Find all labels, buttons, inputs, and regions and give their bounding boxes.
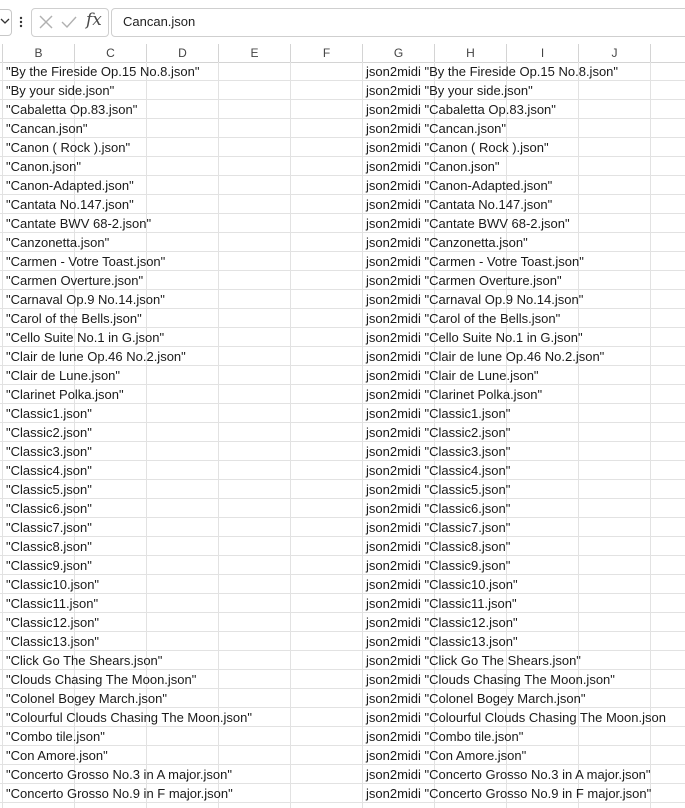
cell-g[interactable]: json2midi "Classic10.json" bbox=[366, 577, 518, 592]
formula-bar bbox=[0, 0, 685, 44]
cell-g[interactable]: json2midi "Carnaval Op.9 No.14.json" bbox=[366, 292, 584, 307]
column-header-h[interactable]: H bbox=[435, 44, 507, 62]
table-row bbox=[0, 727, 685, 746]
table-row bbox=[0, 537, 685, 556]
table-row bbox=[0, 423, 685, 442]
cell-b[interactable]: "Classic8.json" bbox=[6, 539, 92, 554]
cell-b[interactable]: "Concerto Grosso No.3 in A major.json" bbox=[6, 767, 233, 782]
cell-b[interactable]: "Canon ( Rock ).json" bbox=[6, 140, 131, 155]
cell-g[interactable]: json2midi "Canon.json" bbox=[366, 159, 500, 174]
cell-b[interactable]: "Cabaletta Op.83.json" bbox=[6, 102, 138, 117]
cell-g[interactable]: json2midi "Click Go The Shears.json" bbox=[366, 653, 581, 668]
table-row bbox=[0, 575, 685, 594]
cell-b[interactable]: "Classic3.json" bbox=[6, 444, 92, 459]
cell-b[interactable]: "Colourful Clouds Chasing The Moon.json" bbox=[6, 710, 253, 725]
cell-b[interactable]: "Clarinet Polka.json" bbox=[6, 387, 124, 402]
cell-b[interactable]: "By the Fireside Op.15 No.8.json" bbox=[6, 64, 200, 79]
cell-g[interactable]: json2midi "Classic13.json" bbox=[366, 634, 518, 649]
table-row bbox=[0, 765, 685, 784]
cell-b[interactable]: "Clair de lune Op.46 No.2.json" bbox=[6, 349, 186, 364]
formula-value: Cancan.json bbox=[123, 14, 196, 29]
table-row bbox=[0, 119, 685, 138]
column-header-b[interactable]: B bbox=[3, 44, 75, 62]
cell-b[interactable]: "By your side.json" bbox=[6, 83, 115, 98]
cell-b[interactable]: "Classic2.json" bbox=[6, 425, 92, 440]
table-row bbox=[0, 176, 685, 195]
cell-g[interactable]: json2midi "Classic6.json" bbox=[366, 501, 511, 516]
cell-g[interactable]: json2midi "Colonel Bogey March.json" bbox=[366, 691, 586, 706]
table-row bbox=[0, 347, 685, 366]
cell-g[interactable]: json2midi "Carmen - Votre Toast.json" bbox=[366, 254, 584, 269]
cell-g[interactable]: json2midi "Classic7.json" bbox=[366, 520, 511, 535]
column-header-f[interactable]: F bbox=[291, 44, 363, 62]
cell-b[interactable]: "Canzonetta.json" bbox=[6, 235, 110, 250]
enter-check-icon[interactable] bbox=[61, 14, 77, 30]
cell-g[interactable]: json2midi "Classic12.json" bbox=[366, 615, 518, 630]
cell-g[interactable]: json2midi "Classic9.json" bbox=[366, 558, 511, 573]
cell-g[interactable]: json2midi "Canon-Adapted.json" bbox=[366, 178, 553, 193]
table-row bbox=[0, 499, 685, 518]
table-row bbox=[0, 518, 685, 537]
cell-b[interactable]: "Concerto Grosso No.9 in F major.json" bbox=[6, 786, 233, 801]
cell-g[interactable]: json2midi "Cello Suite No.1 in G.json" bbox=[366, 330, 583, 345]
cell-g[interactable]: json2midi "Classic4.json" bbox=[366, 463, 511, 478]
cell-b[interactable]: "Classic11.json" bbox=[6, 596, 99, 611]
column-header-i[interactable]: I bbox=[507, 44, 579, 62]
cell-g[interactable]: json2midi "Combo tile.json" bbox=[366, 729, 524, 744]
cell-b[interactable]: "Classic13.json" bbox=[6, 634, 100, 649]
table-row bbox=[0, 100, 685, 119]
cell-b[interactable]: "Classic4.json" bbox=[6, 463, 92, 478]
cell-b[interactable]: "Canon-Adapted.json" bbox=[6, 178, 134, 193]
table-row bbox=[0, 461, 685, 480]
cell-g[interactable]: json2midi "Concerto Grosso No.3 in A major.json" bbox=[366, 767, 651, 782]
table-row bbox=[0, 442, 685, 461]
cell-b[interactable]: "Cello Suite No.1 in G.json" bbox=[6, 330, 165, 345]
formula-input[interactable] bbox=[111, 8, 685, 37]
cell-g[interactable]: json2midi "Cancan.json" bbox=[366, 121, 507, 136]
cell-g[interactable]: json2midi "Classic5.json" bbox=[366, 482, 511, 497]
cell-b[interactable]: "Cantata No.147.json" bbox=[6, 197, 134, 212]
cell-g[interactable]: json2midi "Clouds Chasing The Moon.json" bbox=[366, 672, 615, 687]
cell-g[interactable]: json2midi "Classic8.json" bbox=[366, 539, 511, 554]
table-row bbox=[0, 670, 685, 689]
cell-b[interactable]: "Combo tile.json" bbox=[6, 729, 105, 744]
column-header-row bbox=[0, 44, 685, 63]
cell-g[interactable]: json2midi "Classic11.json" bbox=[366, 596, 517, 611]
cell-g[interactable]: json2midi "Colourful Clouds Chasing The Moon.json bbox=[366, 710, 666, 725]
column-header-k[interactable] bbox=[651, 44, 685, 62]
cell-g[interactable]: json2midi "Canon ( Rock ).json" bbox=[366, 140, 549, 155]
cell-g[interactable]: json2midi "Classic1.json" bbox=[366, 406, 511, 421]
cell-g[interactable]: json2midi "Con Amore.json" bbox=[366, 748, 527, 763]
table-row bbox=[0, 195, 685, 214]
table-row bbox=[0, 271, 685, 290]
cell-b[interactable]: "Carol of the Bells.json" bbox=[6, 311, 142, 326]
table-row bbox=[0, 62, 685, 81]
cell-g[interactable]: json2midi "Cantate BWV 68-2.json" bbox=[366, 216, 570, 231]
cell-b[interactable]: "Click Go The Shears.json" bbox=[6, 653, 163, 668]
cell-g[interactable]: json2midi "Concerto Grosso No.9 in F major.json" bbox=[366, 786, 652, 801]
cell-b[interactable]: "Classic5.json" bbox=[6, 482, 92, 497]
cell-b[interactable]: "Classic9.json" bbox=[6, 558, 92, 573]
cell-g[interactable]: json2midi "By the Fireside Op.15 No.8.json" bbox=[366, 64, 619, 79]
cell-b[interactable]: "Carnaval Op.9 No.14.json" bbox=[6, 292, 165, 307]
cell-g[interactable]: json2midi "By your side.json" bbox=[366, 83, 533, 98]
cancel-x-icon[interactable] bbox=[38, 14, 54, 30]
cell-g[interactable]: json2midi "Cantata No.147.json" bbox=[366, 197, 553, 212]
column-header-e[interactable]: E bbox=[219, 44, 291, 62]
table-row bbox=[0, 404, 685, 423]
table-row bbox=[0, 81, 685, 100]
cell-g[interactable]: json2midi "Carol of the Bells.json" bbox=[366, 311, 561, 326]
table-row bbox=[0, 233, 685, 252]
cell-b[interactable]: "Clair de Lune.json" bbox=[6, 368, 121, 383]
cell-b[interactable]: "Con Amore.json" bbox=[6, 748, 108, 763]
formula-actions bbox=[31, 8, 109, 37]
table-row bbox=[0, 214, 685, 233]
cell-g[interactable]: json2midi "Classic3.json" bbox=[366, 444, 511, 459]
cell-g[interactable]: json2midi "Clarinet Polka.json" bbox=[366, 387, 543, 402]
vertical-ellipsis-icon[interactable] bbox=[18, 12, 24, 32]
table-row bbox=[0, 366, 685, 385]
cell-g[interactable]: json2midi "Clair de lune Op.46 No.2.json" bbox=[366, 349, 605, 364]
table-row bbox=[0, 385, 685, 404]
insert-function-button[interactable]: fx bbox=[86, 10, 102, 30]
table-row bbox=[0, 252, 685, 271]
cell-b[interactable]: "Classic12.json" bbox=[6, 615, 100, 630]
cell-g[interactable]: json2midi "Cabaletta Op.83.json" bbox=[366, 102, 556, 117]
cell-b[interactable]: "Classic6.json" bbox=[6, 501, 92, 516]
column-header-g[interactable]: G bbox=[363, 44, 435, 62]
table-row bbox=[0, 138, 685, 157]
cell-b[interactable]: "Carmen - Votre Toast.json" bbox=[6, 254, 166, 269]
cell-b[interactable]: "Colonel Bogey March.json" bbox=[6, 691, 167, 706]
column-header-c[interactable]: C bbox=[75, 44, 147, 62]
sheet-grid[interactable] bbox=[0, 62, 685, 808]
cell-b[interactable]: "Classic1.json" bbox=[6, 406, 92, 421]
table-row bbox=[0, 784, 685, 803]
table-row bbox=[0, 309, 685, 328]
chevron-down-icon[interactable] bbox=[0, 16, 10, 26]
cell-b[interactable]: "Cancan.json" bbox=[6, 121, 88, 136]
cell-b[interactable]: "Carmen Overture.json" bbox=[6, 273, 144, 288]
table-row bbox=[0, 480, 685, 499]
table-row bbox=[0, 157, 685, 176]
table-row bbox=[0, 632, 685, 651]
table-row bbox=[0, 746, 685, 765]
cell-g[interactable]: json2midi "Clair de Lune.json" bbox=[366, 368, 539, 383]
table-row bbox=[0, 594, 685, 613]
cell-g[interactable]: json2midi "Classic2.json" bbox=[366, 425, 511, 440]
cell-b[interactable]: "Clouds Chasing The Moon.json" bbox=[6, 672, 197, 687]
table-row bbox=[0, 651, 685, 670]
cell-b[interactable]: "Cantate BWV 68-2.json" bbox=[6, 216, 152, 231]
table-row bbox=[0, 689, 685, 708]
table-row bbox=[0, 290, 685, 309]
table-row bbox=[0, 328, 685, 347]
table-row bbox=[0, 708, 685, 727]
cell-b[interactable]: "Classic7.json" bbox=[6, 520, 92, 535]
cell-b[interactable]: "Classic10.json" bbox=[6, 577, 100, 592]
table-row bbox=[0, 613, 685, 632]
column-header-d[interactable]: D bbox=[147, 44, 219, 62]
column-header-j[interactable]: J bbox=[579, 44, 651, 62]
cell-g[interactable]: json2midi "Carmen Overture.json" bbox=[366, 273, 562, 288]
table-row bbox=[0, 556, 685, 575]
cell-b[interactable]: "Canon.json" bbox=[6, 159, 81, 174]
cell-g[interactable]: json2midi "Canzonetta.json" bbox=[366, 235, 528, 250]
